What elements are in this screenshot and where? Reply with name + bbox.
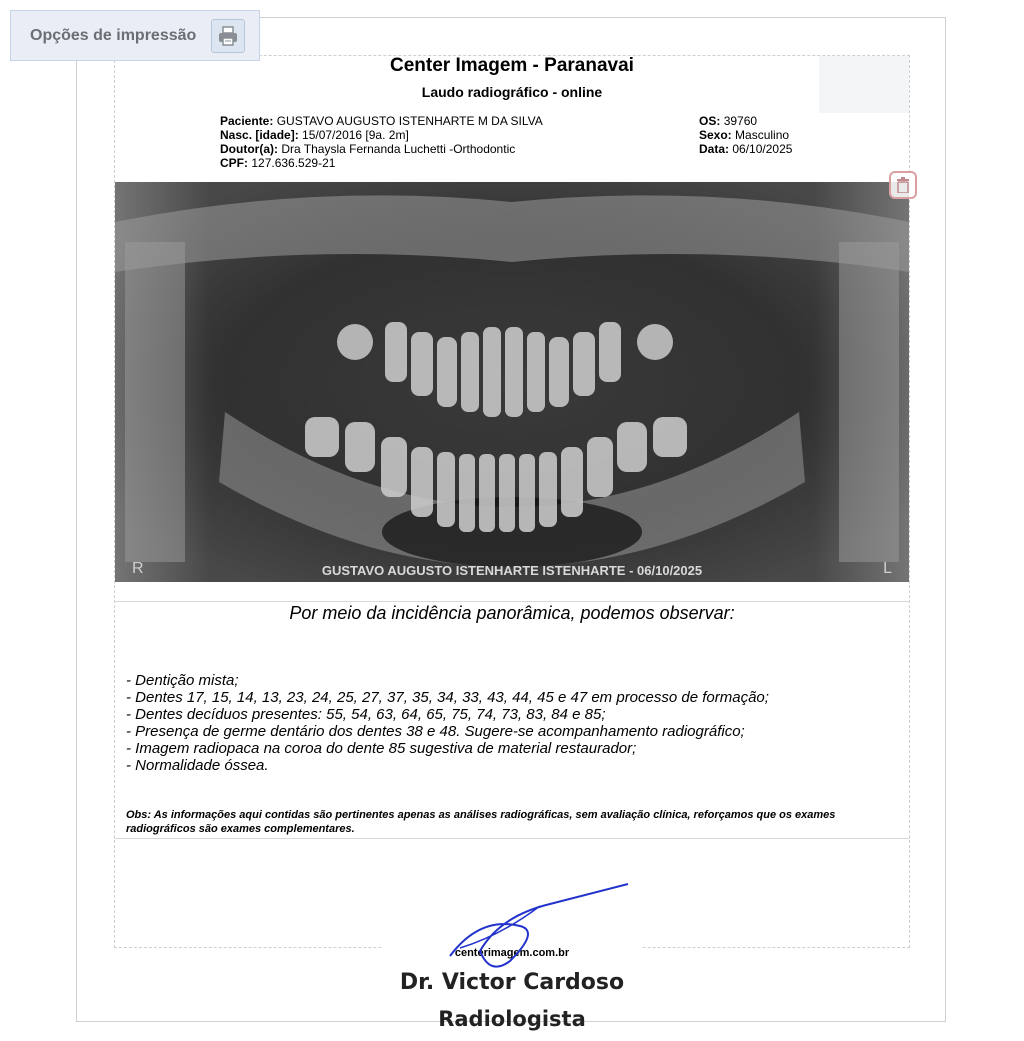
print-options-button[interactable] [10,10,260,61]
xray-graphic [115,182,909,582]
finding-item: - Dentes decíduos presentes: 55, 54, 63, 64, 65, 75, 74, 73, 83, 84 e 85; [126,706,606,723]
signature-graphic [440,876,640,976]
finding-item: - Presença de germe dentário dos dentes 38 e 48. Sugere-se acompanhamento radiográfico; [126,723,745,740]
trash-icon [896,177,910,193]
delete-image-button[interactable] [889,171,917,199]
panoramic-xray-image [115,182,909,582]
finding-item: - Imagem radiopaca na coroa do dente 85 sugestiva de material restaurador; [126,740,637,757]
findings-list [126,672,769,774]
patient-birth: 15/07/2016 [9a. 2m] [302,128,409,142]
printer-icon[interactable] [211,19,245,53]
report-subtitle: Laudo radiográfico - online [421,84,603,100]
patient-cpf-row: CPF: 127.636.529-21 [220,156,336,170]
patient-doctor-row: Doutor(a): Dra Thaysla Fernanda Luchetti -Orthodontic [220,142,516,156]
patient-info-right [699,114,792,156]
patient-name-row: Paciente: GUSTAVO AUGUSTO ISTENHARTE M DA SILVA [220,114,543,128]
website-text: centerimagem.com.br [454,947,570,959]
os-row: OS: 39760 [699,114,758,128]
finding-item: - Normalidade óssea. [126,757,269,774]
observation-note: Obs: As informações aqui contidas são pertinentes apenas as análises radiográficas, sem avaliação clínica, reforçamos que os exames radiográficos são exames complementares. [126,809,836,835]
patient-info-left [220,114,543,170]
finding-item: - Dentição mista; [126,672,239,689]
patient-name: GUSTAVO AUGUSTO ISTENHARTE M DA SILVA [276,114,543,128]
os-number: 39760 [723,114,758,128]
radiologist-role: Radiologista [438,1007,586,1031]
print-options-label: Opções de impressão [30,26,197,44]
xray-left-marker: L [883,560,892,577]
sex-row: Sexo: Masculino [699,128,790,142]
exam-date: 06/10/2025 [732,142,793,156]
patient-doctor: Dra Thaysla Fernanda Luchetti -Orthodontic [281,142,516,156]
finding-item: - Dentes 17, 15, 14, 13, 23, 24, 25, 27, 37, 35, 34, 33, 43, 44, 45 e 47 em processo de formação; [126,689,769,706]
date-row: Data: 06/10/2025 [699,142,793,156]
xray-caption: GUSTAVO AUGUSTO ISTENHARTE ISTENHARTE - 06/10/2025 [321,563,703,578]
radiologist-name: Dr. Victor Cardoso [399,970,625,995]
xray-right-marker: R [132,560,144,577]
clinic-title: Center Imagem - Paranavai [390,55,634,76]
patient-cpf: 127.636.529-21 [251,156,336,170]
patient-sex: Masculino [735,128,790,142]
findings-heading: Por meio da incidência panorâmica, podemos observar: [289,603,735,623]
patient-birth-row: Nasc. [idade]: 15/07/2016 [9a. 2m] [220,128,409,142]
clinic-logo [819,56,909,113]
